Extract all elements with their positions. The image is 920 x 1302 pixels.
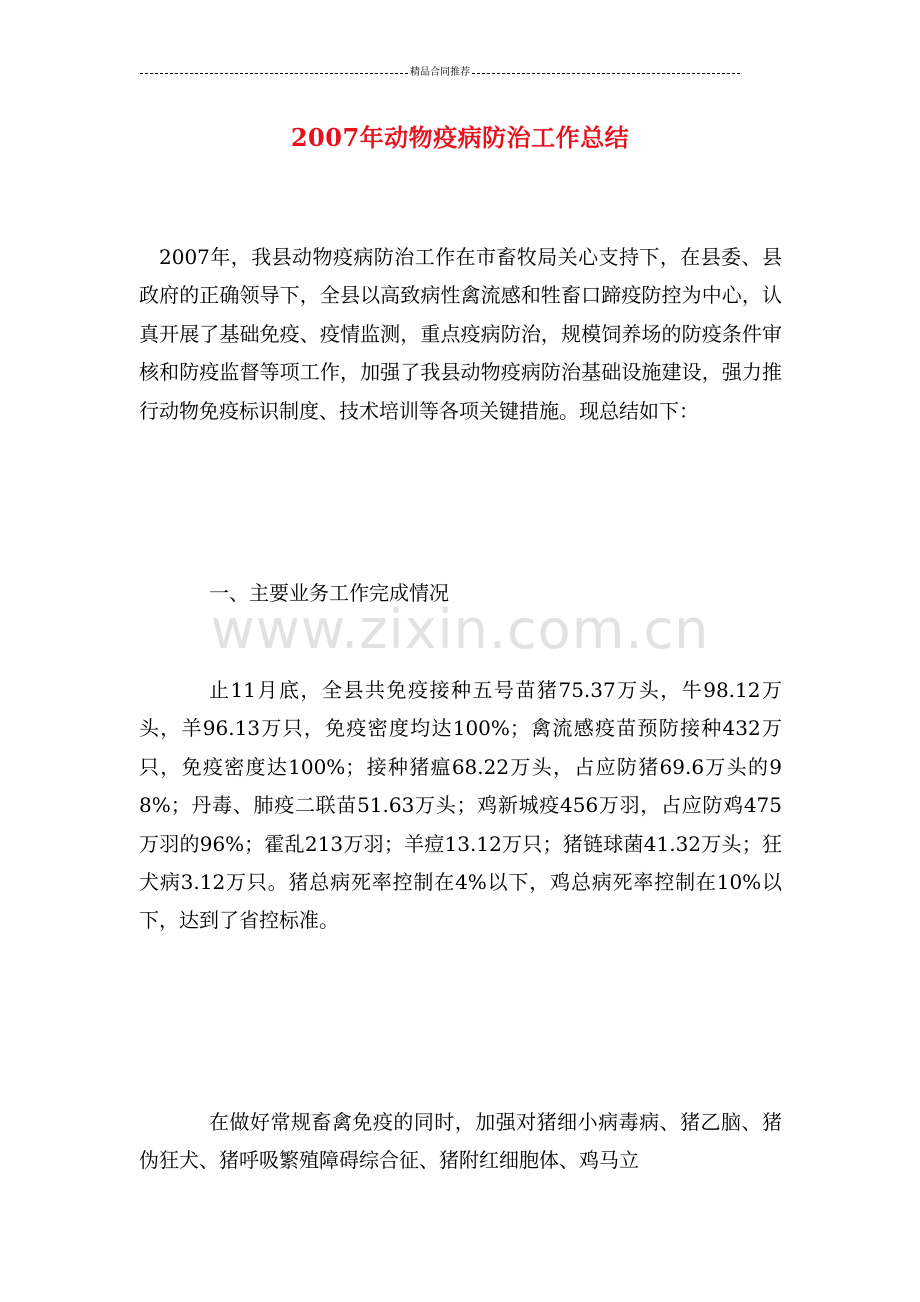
header-left-dashes: [140, 73, 408, 74]
section-heading: 一、主要业务工作完成情况: [209, 581, 449, 605]
header-label: 精品合同推荐: [410, 67, 470, 78]
document-title: 2007年动物疫病防治工作总结: [290, 123, 630, 152]
paragraph-intro: 2007年，我县动物疫病防治工作在市畜牧局关心支持下，在县委、县政府的正确领导下，全县以高致病性禽流感和牲畜口蹄疫防控为中心，认真开展了基础免疫、疫情监测，重点疫病防治，规模饲养场的防疫条件审核和防疫监督等项工作，加强了我县动物疫病防治基础设施建设，强力推行动物免疫标识制度、技术培训等各项关键措施。现总结如下：: [139, 245, 782, 423]
paragraph-statistics: 止11月底，全县共免疫接种五号苗猪75.37万头，牛98.12万头，羊96.13万只，免疫密度均达100%；禽流感疫苗预防接种432万只，免疫密度达100%；接种猪瘟68.22万头，占应防猪69.6万头的98%；丹毒、肺疫二联苗51.63万头；鸡新城疫456万羽，占应防鸡475万羽的96%；霍乱213万羽；羊痘13.12万只；猪链球菌41.32万头；狂犬病3.12万只。猪总病死率控制在4%以下，鸡总病死率控制在10%以下，达到了省控标准。: [139, 678, 782, 933]
page-header: [140, 66, 740, 80]
paragraph-disease-control: 在做好常规畜禽免疫的同时，加强对猪细小病毒病、猪乙脑、猪伪狂犬、猪呼吸繁殖障碍综合征、猪附红细胞体、鸡马立: [139, 1110, 782, 1173]
header-right-dashes: [472, 73, 740, 74]
watermark-text: www.zixin.com.cn: [210, 598, 710, 661]
